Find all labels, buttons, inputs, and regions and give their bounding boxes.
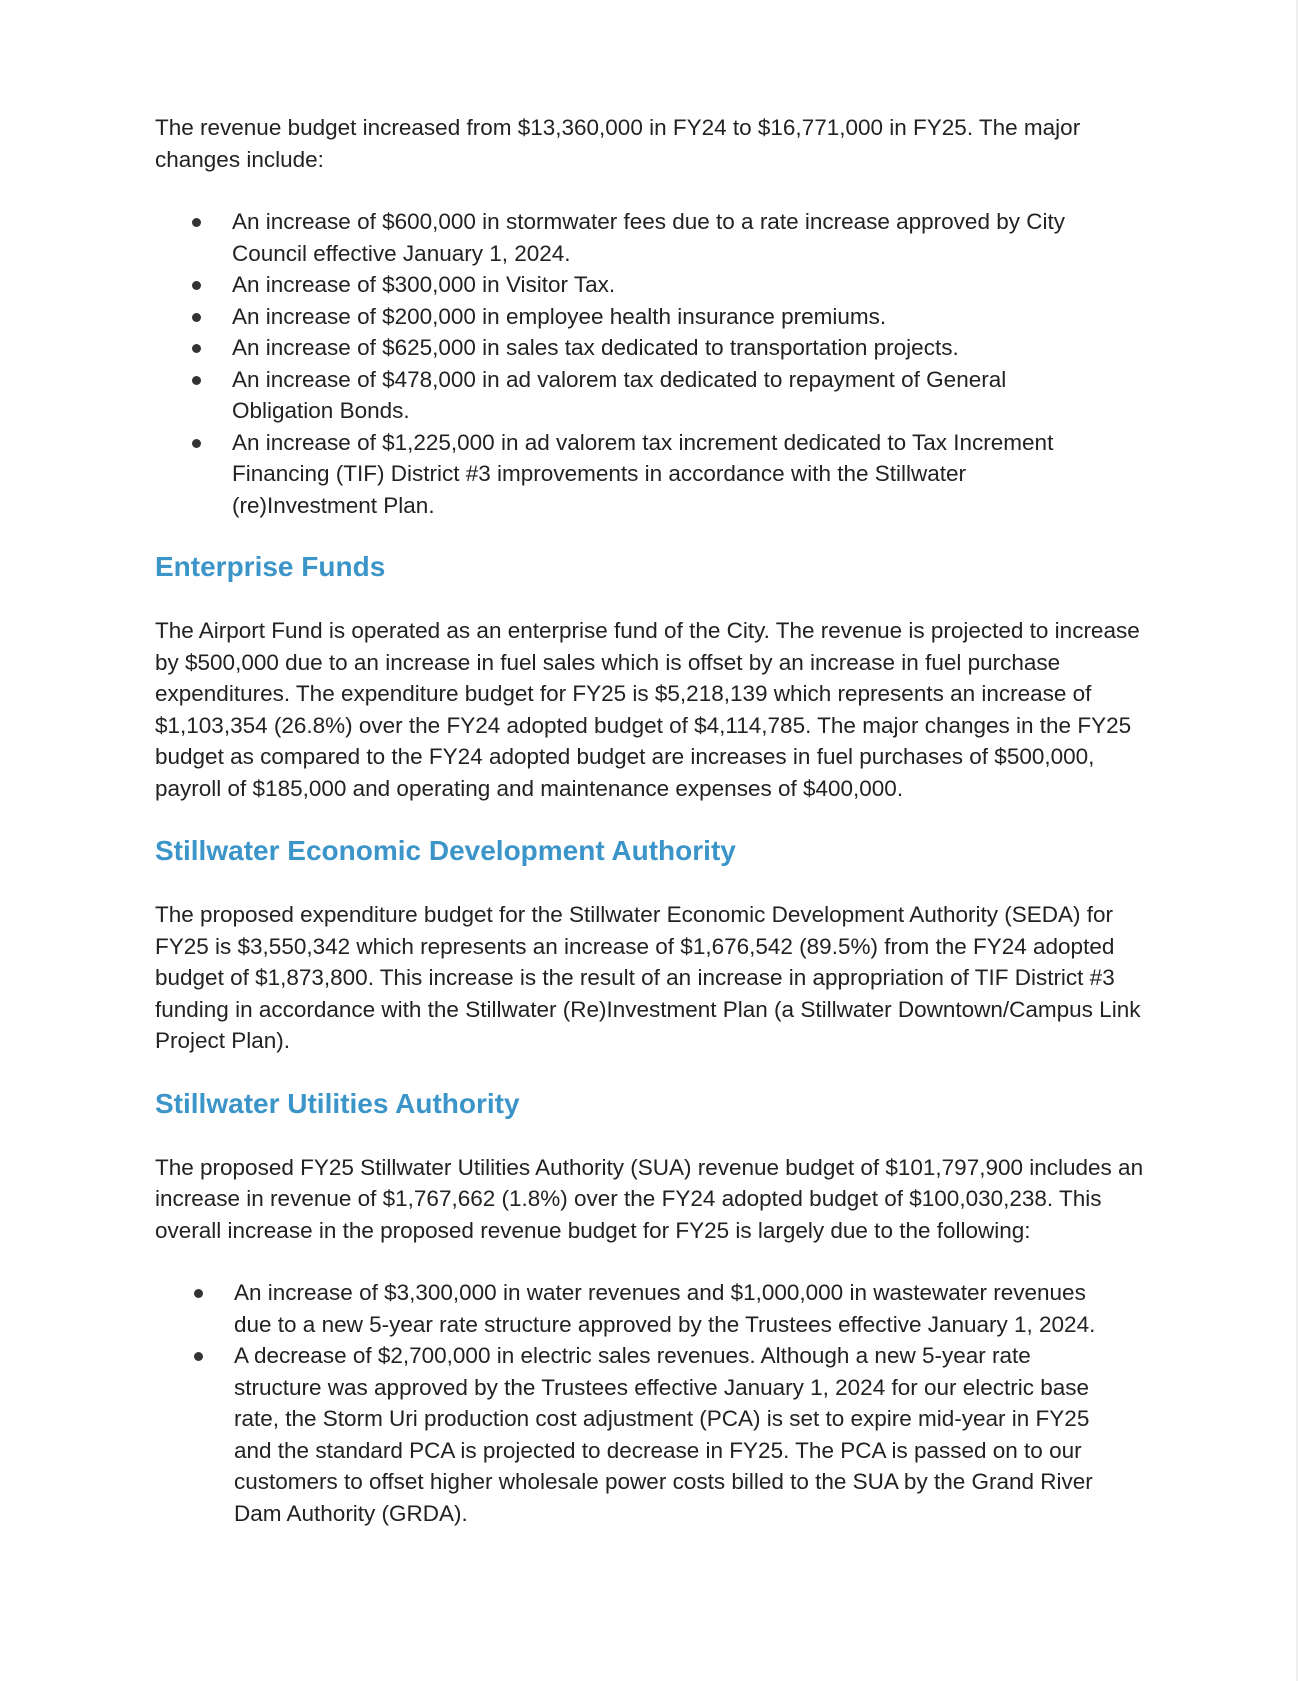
- list-item-text: An increase of $600,000 in stormwater fees due to a rate increase approved by City Council effective January 1, 2024.: [232, 209, 1065, 266]
- list-item: [232, 364, 1112, 427]
- list-item-text: A decrease of $2,700,000 in electric sales revenues. Although a new 5-year rate structure was approved by the Trustees effective January 1, 2024 for our electric base rate, the Storm Uri production cost adjustment (PCA) is set to expire mid-year in FY25 and the standard PCA is projected to decrease in FY25. The PCA is passed on to our customers to offset higher wholesale power costs billed to the SUA by the Grand River Dam Authority (GRDA).: [234, 1343, 1093, 1526]
- bullet-icon: [194, 1289, 203, 1298]
- page-content: [155, 112, 1145, 1529]
- revenue-changes-list: [232, 206, 1112, 521]
- list-item-text: An increase of $478,000 in ad valorem tax dedicated to repayment of General Obligation Bonds.: [232, 366, 1007, 423]
- revenue-intro-paragraph: The revenue budget increased from $13,360,000 in FY24 to $16,771,000 in FY25. The major changes include:: [155, 115, 1081, 172]
- bullet-icon: [192, 344, 201, 353]
- bullet-icon: [192, 218, 201, 227]
- list-item-text: An increase of $200,000 in employee health insurance premiums.: [232, 303, 887, 329]
- sua-paragraph: The proposed FY25 Stillwater Utilities Authority (SUA) revenue budget of $101,797,900 includes an increase in revenue of $1,767,662 (1.8%) over the FY24 adopted budget of $100,030,238. This overall increase in the proposed revenue budget for FY25 is largely due to the following:: [155, 1154, 1144, 1243]
- seda-paragraph: The proposed expenditure budget for the Stillwater Economic Development Authority (SEDA) for FY25 is $3,550,342 which represents an increase of $1,676,542 (89.5%) from the FY24 adopted budget of $1,873,800. This increase is the result of an increase in appropriation of TIF District #3 funding in accordance with the Stillwater (Re)Investment Plan (a Stillwater Downtown/Campus Link Project Plan).: [155, 902, 1141, 1053]
- list-item: [234, 1277, 1124, 1340]
- bullet-icon: [194, 1352, 203, 1361]
- list-item: [234, 1340, 1124, 1529]
- bullet-icon: [192, 376, 201, 385]
- bullet-icon: [192, 439, 201, 448]
- enterprise-funds-paragraph: The Airport Fund is operated as an enterprise fund of the City. The revenue is projected to increase by $500,000 due to an increase in fuel sales which is offset by an increase in fuel purchase expenditures. The expenditure budget for FY25 is $5,218,139 which represents an increase of $1,103,354 (26.8%) over the FY24 adopted budget of $4,114,785. The major changes in the FY25 budget as compared to the FY24 adopted budget are increases in fuel purchases of $500,000, payroll of $185,000 and operating and maintenance expenses of $400,000.: [155, 618, 1140, 801]
- list-item: [232, 427, 1112, 522]
- bullet-icon: [192, 313, 201, 322]
- sua-heading: Stillwater Utilities Authority: [155, 1087, 520, 1119]
- list-item-text: An increase of $625,000 in sales tax dedicated to transportation projects.: [232, 335, 959, 360]
- list-item: [232, 301, 1112, 333]
- list-item-text: An increase of $3,300,000 in water revenues and $1,000,000 in wastewater revenues due to a new 5-year rate structure approved by the Trustees effective January 1, 2024.: [234, 1280, 1096, 1337]
- list-item: [232, 332, 1112, 364]
- list-item-text: An increase of $1,225,000 in ad valorem tax increment dedicated to Tax Increment Financing (TIF) District #3 improvements in accordance with the Stillwater (re)Investment Plan.: [232, 429, 1054, 518]
- seda-heading: Stillwater Economic Development Authority: [155, 835, 736, 866]
- list-item: [232, 206, 1112, 269]
- sua-revenue-changes-list: [234, 1277, 1124, 1529]
- bullet-icon: [192, 281, 201, 290]
- list-item-text: An increase of $300,000 in Visitor Tax.: [232, 272, 616, 297]
- list-item: [232, 269, 1112, 301]
- enterprise-funds-heading: Enterprise Funds: [155, 551, 386, 582]
